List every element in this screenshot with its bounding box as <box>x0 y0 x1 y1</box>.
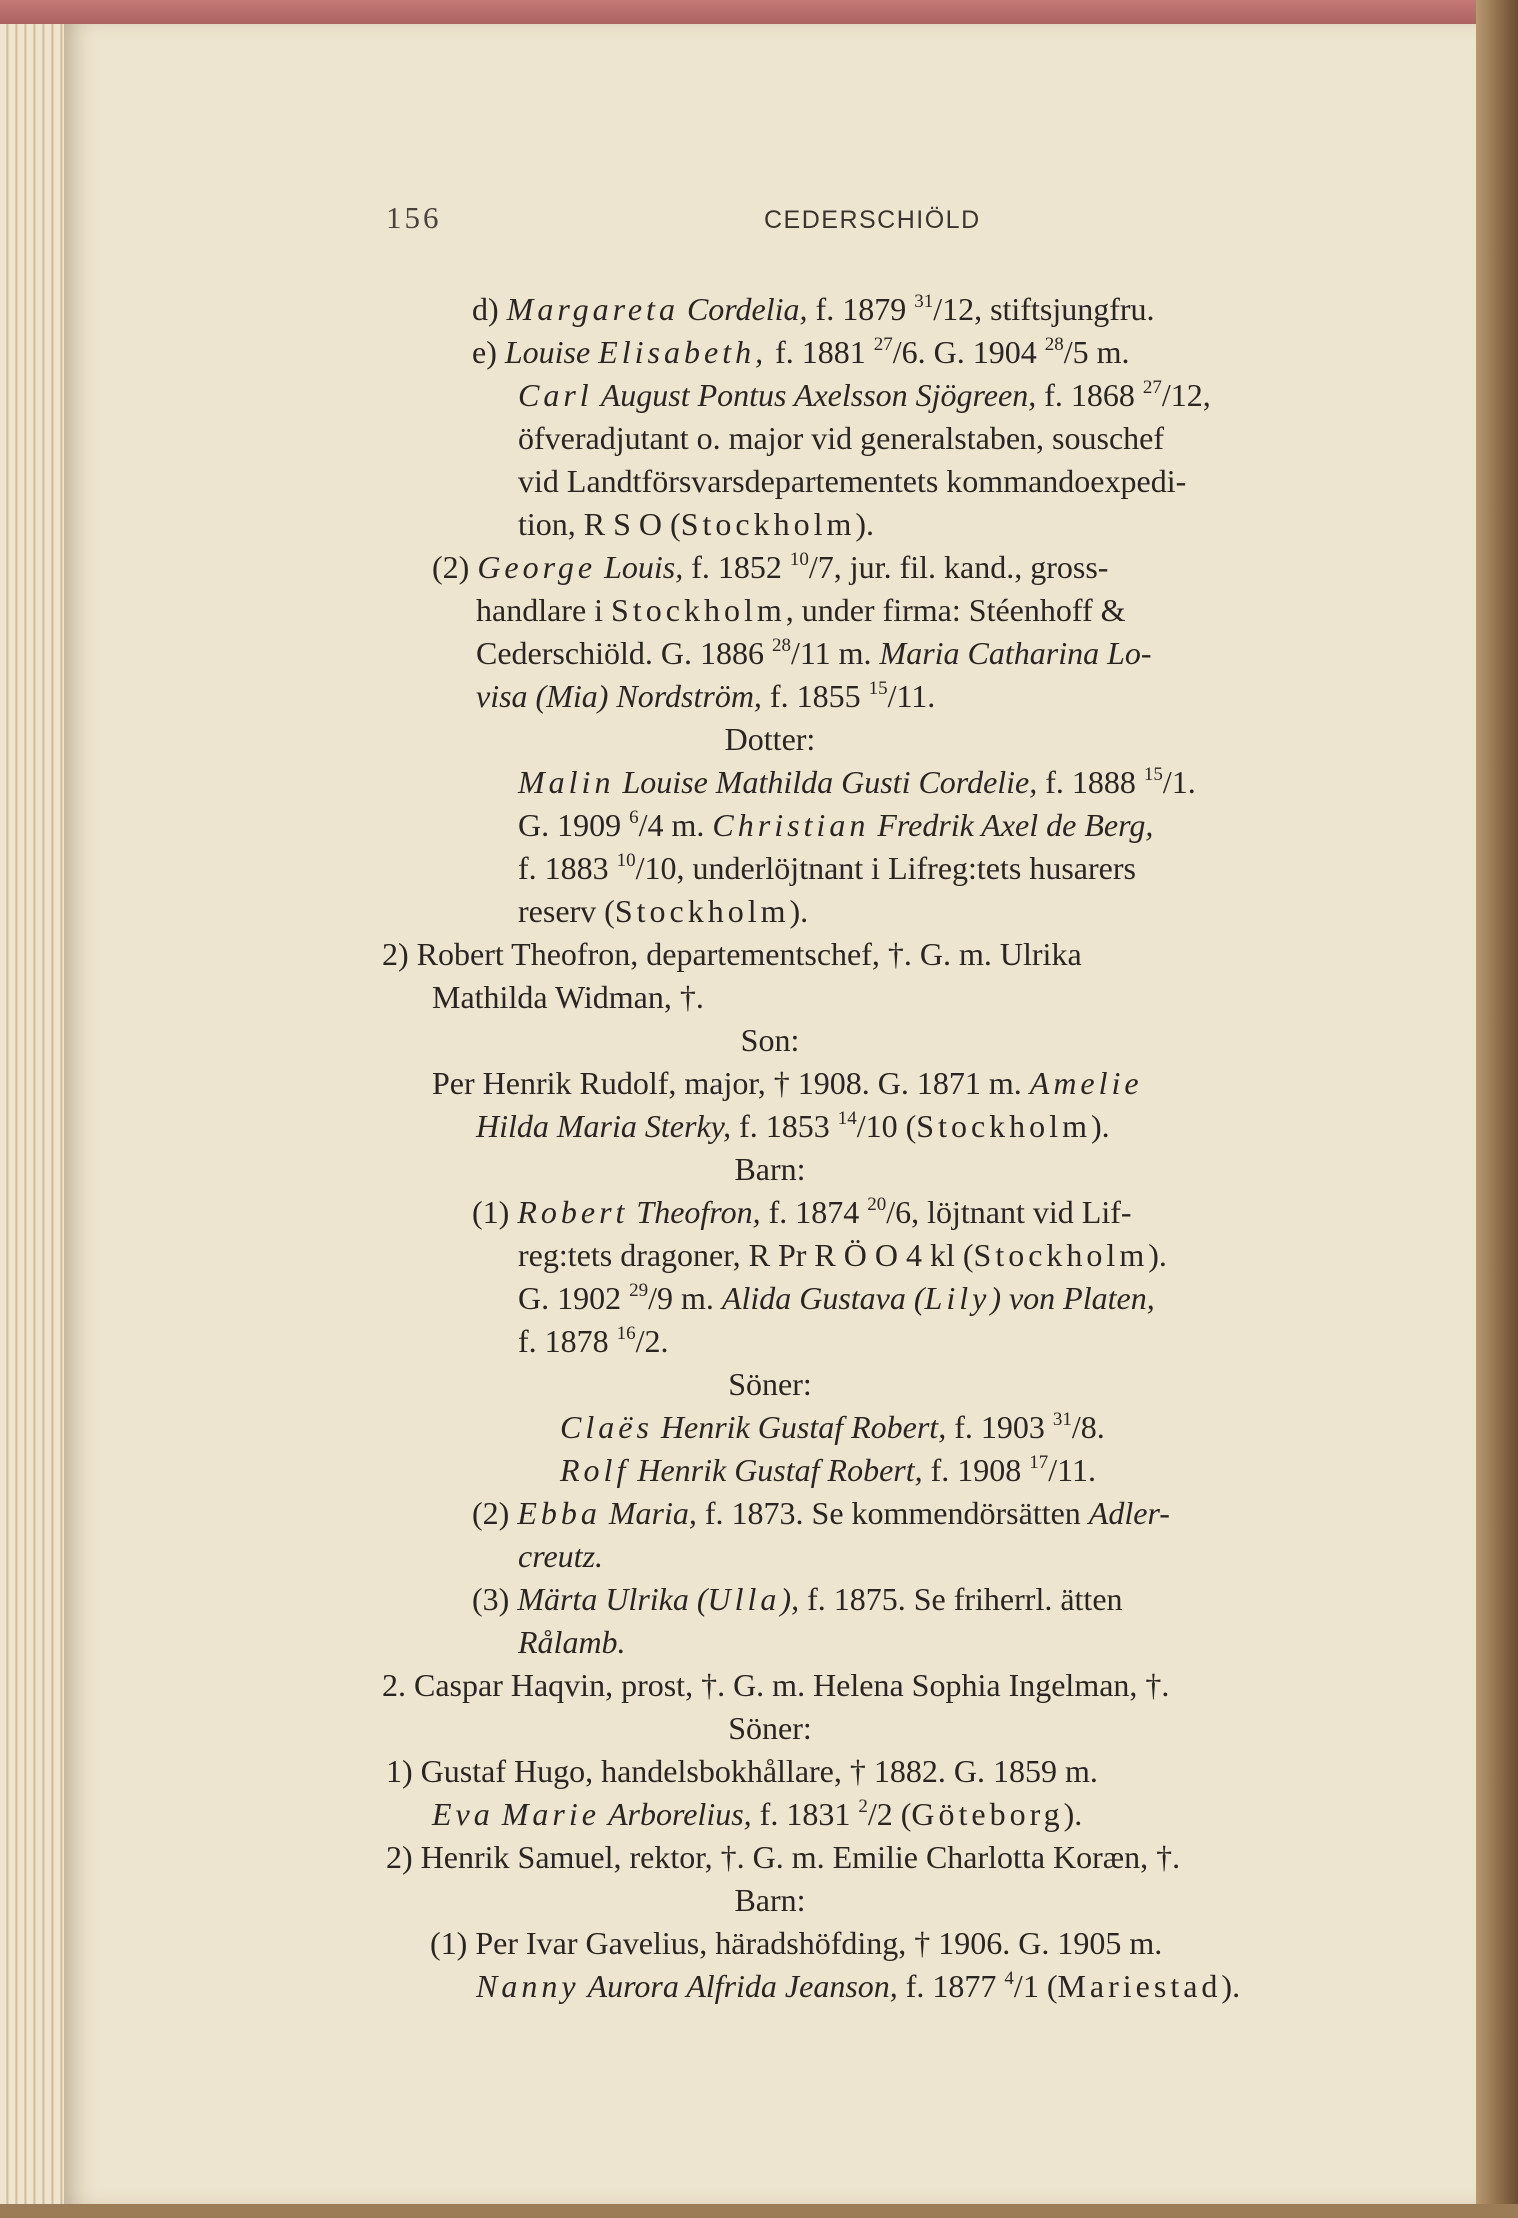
text-line: f. 1878 $^{16}$/2. <box>518 1323 669 1359</box>
text-line: (1) Robert Theofron, f. 1874 $^{20}$/6, löjtnant vid Lif- <box>472 1194 1132 1230</box>
text-line: 2) Henrik Samuel, rektor, †. G. m. Emilie Charlotta Koræn, †. <box>386 1839 1181 1875</box>
text-line: Carl August Pontus Axelsson Sjögreen, f. 1868 $^{27}$/12, <box>518 377 1211 413</box>
text-line: (2) Ebba Maria, f. 1873. Se kommendörsätten Adler- <box>472 1495 1170 1531</box>
text-line: Per Henrik Rudolf, major, † 1908. G. 1871 m. Amelie <box>432 1065 1143 1101</box>
text-line: G. 1909 $^6$/4 m. Christian Fredrik Axel de Berg, <box>518 807 1154 843</box>
book-cover-edge <box>0 0 1518 26</box>
text-line: 1) Gustaf Hugo, handelsbokhållare, † 1882. G. 1859 m. <box>386 1753 1098 1789</box>
text-line: Rålamb. <box>518 1624 626 1660</box>
section-heading: Son: <box>740 1022 800 1058</box>
text-line: reserv (Stockholm). <box>518 893 809 929</box>
text-line: Rolf Henrik Gustaf Robert, f. 1908 $^{17}$/11. <box>560 1452 1096 1488</box>
text-line: Eva Marie Arborelius, f. 1831 $^2$/2 (Göteborg). <box>432 1796 1083 1832</box>
text-line: Mathilda Widman, †. <box>432 979 704 1015</box>
text-line: e) Louise Elisabeth, f. 1881 $^{27}$/6. G. 1904 $^{28}$/5 m. <box>472 334 1130 370</box>
book-gutter-edge <box>1476 0 1518 2218</box>
section-heading: Söner: <box>728 1710 812 1746</box>
text-line: vid Landtförsvarsdepartementets kommandoexpedi- <box>518 463 1187 499</box>
running-head: CEDERSCHIÖLD <box>764 206 981 234</box>
text-line: 2. Caspar Haqvin, prost, †. G. m. Helena Sophia Ingelman, †. <box>382 1667 1170 1703</box>
text-line: (1) Per Ivar Gavelius, häradshöfding, † 1906. G. 1905 m. <box>430 1925 1163 1961</box>
book-bottom-edge <box>0 2204 1518 2218</box>
section-heading: Dotter: <box>724 721 816 757</box>
text-line: Cederschiöld. G. 1886 $^{28}$/11 m. Maria Catharina Lo- <box>476 635 1152 671</box>
text-line: handlare i Stockholm, under firma: Stéenhoff & <box>476 592 1126 628</box>
page-number: 156 <box>386 200 442 235</box>
book-page <box>64 24 1476 2204</box>
text-line: 2) Robert Theofron, departementschef, †. G. m. Ulrika <box>382 936 1082 972</box>
text-line: G. 1902 $^{29}$/9 m. Alida Gustava (Lily) von Platen, <box>518 1280 1155 1316</box>
text-line: Claës Henrik Gustaf Robert, f. 1903 $^{31}$/8. <box>560 1409 1105 1445</box>
text-line: (2) George Louis, f. 1852 $^{10}$/7, jur. fil. kand., gross- <box>432 549 1109 585</box>
page-stack-edge <box>0 24 70 2204</box>
text-line: tion, R S O (Stockholm). <box>518 506 875 542</box>
text-line: creutz. <box>518 1538 604 1574</box>
section-heading: Barn: <box>734 1882 806 1918</box>
text-line: Malin Louise Mathilda Gusti Cordelie, f. 1888 $^{15}$/1. <box>518 764 1196 800</box>
text-line: reg:tets dragoner, R Pr R Ö O 4 kl (Stockholm). <box>518 1237 1167 1273</box>
text-line: Hilda Maria Sterky, f. 1853 $^{14}$/10 (Stockholm). <box>476 1108 1110 1144</box>
text-line: f. 1883 $^{10}$/10, underlöjtnant i Lifreg:tets husarers <box>518 850 1136 886</box>
text-line: (3) Märta Ulrika (Ulla), f. 1875. Se friherrl. ätten <box>472 1581 1123 1617</box>
text-line: visa (Mia) Nordström, f. 1855 $^{15}$/11. <box>476 678 936 714</box>
text-line: öfveradjutant o. major vid generalstaben, souschef <box>518 420 1164 456</box>
text-line: Nanny Aurora Alfrida Jeanson, f. 1877 $^4$/1 (Mariestad). <box>476 1968 1241 2004</box>
section-heading: Söner: <box>728 1366 812 1402</box>
text-line: d) Margareta Cordelia, f. 1879 $^{31}$/12, stiftsjungfru. <box>472 291 1155 327</box>
section-heading: Barn: <box>734 1151 806 1187</box>
